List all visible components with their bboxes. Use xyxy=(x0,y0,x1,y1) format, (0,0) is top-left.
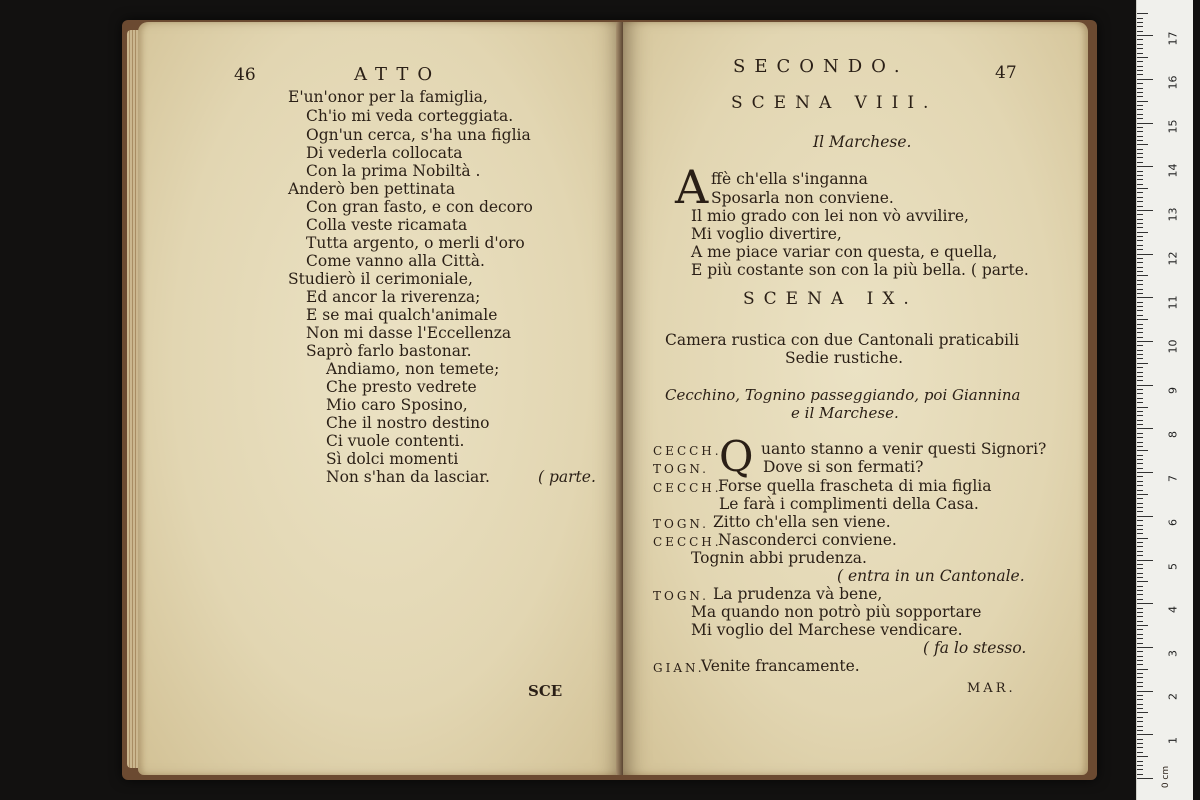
dialogue-line: Zitto ch'ella sen viene. xyxy=(713,513,891,531)
verse-line: Con gran fasto, e con decoro xyxy=(306,198,533,216)
ruler-tick xyxy=(1137,608,1143,609)
right-page-number: 47 xyxy=(995,63,1017,83)
ruler-tick xyxy=(1137,179,1143,180)
left-page-number: 46 xyxy=(234,65,256,85)
ruler-tick xyxy=(1137,437,1143,438)
character-list: Cecchino, Tognino passeggiando, poi Giannina xyxy=(665,386,1021,404)
ruler-tick xyxy=(1137,747,1143,748)
ruler-tick xyxy=(1137,31,1143,32)
ruler-tick xyxy=(1137,293,1143,294)
ruler-number: 11 xyxy=(1166,295,1180,310)
verse-line: Studierò il cerimoniale, xyxy=(288,270,473,288)
ruler-tick xyxy=(1137,739,1143,740)
ruler-tick xyxy=(1137,520,1143,521)
ruler-tick xyxy=(1137,546,1143,547)
ruler-tick xyxy=(1137,48,1143,49)
scene-setting: Camera rustica con due Cantonali praticabili xyxy=(665,331,1020,349)
ruler-tick xyxy=(1137,123,1153,124)
ruler-tick xyxy=(1137,704,1143,705)
ruler-number: 10 xyxy=(1166,339,1180,354)
speaker-label: CECCH. xyxy=(653,535,722,549)
scene-heading: SCENA IX. xyxy=(743,289,918,309)
ruler-tick xyxy=(1137,206,1143,207)
ruler-tick xyxy=(1137,446,1143,447)
ruler-tick xyxy=(1137,350,1143,351)
ruler-tick xyxy=(1137,564,1143,565)
ruler-tick xyxy=(1137,664,1143,665)
ruler-tick xyxy=(1137,398,1143,399)
ruler-tick xyxy=(1137,210,1153,211)
ruler-tick xyxy=(1137,227,1143,228)
ruler-number: 16 xyxy=(1166,75,1180,90)
ruler-tick xyxy=(1137,498,1143,499)
ruler-tick xyxy=(1137,721,1143,722)
ruler-tick xyxy=(1137,74,1143,75)
ruler-tick xyxy=(1137,634,1143,635)
ruler-tick xyxy=(1137,472,1153,473)
ruler-tick xyxy=(1137,297,1153,298)
verse-line: ffè ch'ella s'inganna xyxy=(711,170,868,188)
speaker-label: CECCH. xyxy=(653,481,722,495)
ruler-tick xyxy=(1137,324,1143,325)
verse-line: Ch'io mi veda corteggiata. xyxy=(306,107,514,125)
verse-line: E se mai qualch'animale xyxy=(306,306,498,324)
ruler-number: 7 xyxy=(1166,475,1180,482)
ruler-tick xyxy=(1137,245,1143,246)
ruler-tick xyxy=(1137,35,1153,36)
ruler-tick xyxy=(1137,433,1143,434)
ruler-tick xyxy=(1137,114,1143,115)
ruler-tick xyxy=(1137,485,1143,486)
ruler-tick xyxy=(1137,109,1143,110)
verse-line: Sposarla non conviene. xyxy=(711,189,894,207)
ruler-tick xyxy=(1137,726,1143,727)
verse-line: Non mi dasse l'Eccellenza xyxy=(306,324,512,342)
verse-line: Non s'han da lasciar. xyxy=(326,468,490,486)
ruler-tick xyxy=(1137,490,1143,491)
ruler-tick xyxy=(1137,92,1143,93)
verse-line: Saprò farlo bastonar. xyxy=(306,342,472,360)
scene-setting: Sedie rustiche. xyxy=(785,349,904,367)
ruler-tick xyxy=(1137,380,1143,381)
ruler-number: 9 xyxy=(1166,387,1180,394)
ruler-tick xyxy=(1137,363,1148,364)
character-list: e il Marchese. xyxy=(791,404,899,422)
speaker-label: GIAN. xyxy=(653,661,705,675)
ruler-tick xyxy=(1137,529,1143,530)
ruler-tick xyxy=(1137,319,1148,320)
ruler-tick xyxy=(1137,22,1143,23)
ruler-tick xyxy=(1137,516,1153,517)
stage-direction: ( fa lo stesso. xyxy=(923,639,1027,657)
verse-line: Mi voglio divertire, xyxy=(691,225,842,243)
ruler-tick xyxy=(1137,171,1143,172)
ruler-tick xyxy=(1137,306,1143,307)
ruler-tick xyxy=(1137,669,1148,670)
ruler-tick xyxy=(1137,686,1143,687)
ruler-tick xyxy=(1137,778,1153,779)
ruler-tick xyxy=(1137,354,1143,355)
character-list: Il Marchese. xyxy=(813,133,912,151)
ruler-tick xyxy=(1137,503,1143,504)
ruler-tick xyxy=(1137,367,1143,368)
ruler-tick xyxy=(1137,249,1143,250)
verse-line: Che presto vedrete xyxy=(326,378,477,396)
ruler-tick xyxy=(1137,376,1143,377)
ruler-tick xyxy=(1137,511,1143,512)
ruler-tick xyxy=(1137,560,1153,561)
verse-line: Il mio grado con lei non vò avvilire, xyxy=(691,207,969,225)
verse-line: Con la prima Nobiltà . xyxy=(306,162,481,180)
ruler-tick xyxy=(1137,57,1148,58)
scene-heading: SCENA VIII. xyxy=(731,93,938,113)
ruler-tick xyxy=(1137,105,1143,106)
verse-line: Che il nostro destino xyxy=(326,414,490,432)
ruler-tick xyxy=(1137,586,1143,587)
verse-line: Colla veste ricamata xyxy=(306,216,468,234)
ruler-tick xyxy=(1137,236,1143,237)
verse-line: Sì dolci momenti xyxy=(326,450,459,468)
ruler-tick xyxy=(1137,219,1143,220)
ruler-tick xyxy=(1137,525,1143,526)
ruler-number: 15 xyxy=(1166,119,1180,134)
ruler-tick xyxy=(1137,612,1143,613)
ruler-tick xyxy=(1137,581,1148,582)
catchword: MAR. xyxy=(967,681,1016,696)
drop-capital: A xyxy=(675,160,709,214)
ruler-tick xyxy=(1137,695,1143,696)
ruler-tick xyxy=(1137,393,1143,394)
ruler-tick xyxy=(1137,131,1143,132)
ruler-number: 8 xyxy=(1166,431,1180,438)
ruler-number: 2 xyxy=(1166,693,1180,700)
ruler-tick xyxy=(1137,428,1153,429)
ruler-number: 1 xyxy=(1166,737,1180,744)
verse-line: E più costante son con la più bella. ( parte. xyxy=(691,261,1029,279)
ruler-tick xyxy=(1137,254,1153,255)
ruler-tick xyxy=(1137,643,1143,644)
ruler-tick xyxy=(1137,712,1148,713)
right-running-head: SECONDO. xyxy=(733,56,909,77)
ruler-tick xyxy=(1137,481,1143,482)
stage-direction: ( parte. xyxy=(538,468,596,486)
ruler-tick xyxy=(1137,70,1143,71)
ruler-tick xyxy=(1137,275,1148,276)
ruler-tick xyxy=(1137,136,1143,137)
ruler-tick xyxy=(1137,188,1148,189)
left-running-head: ATTO xyxy=(354,64,442,85)
verse-line: Anderò ben pettinata xyxy=(288,180,456,198)
speaker-label: TOGN. xyxy=(653,517,709,531)
ruler-tick xyxy=(1137,214,1143,215)
speaker-label: TOGN. xyxy=(653,462,709,476)
ruler-number: 14 xyxy=(1166,163,1180,178)
ruler-tick xyxy=(1137,761,1143,762)
right-page xyxy=(623,22,1088,775)
ruler-tick xyxy=(1137,660,1143,661)
verse-line: Ogn'un cerca, s'ha una figlia xyxy=(306,126,531,144)
ruler-tick xyxy=(1137,402,1143,403)
dialogue-line: Forse quella frascheta di mia figlia xyxy=(718,477,992,495)
ruler-tick xyxy=(1137,551,1143,552)
speaker-label: CECCH. xyxy=(653,444,722,458)
ruler-tick xyxy=(1137,53,1143,54)
ruler-number: 4 xyxy=(1166,606,1180,613)
ruler-tick xyxy=(1137,568,1143,569)
ruler-tick xyxy=(1137,157,1143,158)
ruler-tick xyxy=(1137,463,1143,464)
ruler-tick xyxy=(1137,625,1148,626)
ruler-tick xyxy=(1137,677,1143,678)
ruler-tick xyxy=(1137,166,1153,167)
ruler-tick xyxy=(1137,79,1153,80)
ruler-tick xyxy=(1137,192,1143,193)
ruler-tick xyxy=(1137,599,1143,600)
ruler-tick xyxy=(1137,175,1143,176)
ruler-tick xyxy=(1137,673,1143,674)
ruler-tick xyxy=(1137,184,1143,185)
ruler-tick xyxy=(1137,455,1143,456)
ruler-unit-label: 0 cm xyxy=(1161,765,1172,789)
ruler-tick xyxy=(1137,18,1143,19)
ruler-tick xyxy=(1137,774,1143,775)
ruler-tick xyxy=(1137,533,1143,534)
ruler-tick xyxy=(1137,647,1153,648)
ruler-number: 13 xyxy=(1166,207,1180,222)
ruler-tick xyxy=(1137,372,1143,373)
ruler-tick xyxy=(1137,442,1143,443)
dialogue-line: Dove si son fermati? xyxy=(763,458,924,476)
ruler-number: 3 xyxy=(1166,650,1180,657)
ruler-tick xyxy=(1137,708,1143,709)
ruler-tick xyxy=(1137,538,1148,539)
ruler-number: 17 xyxy=(1166,31,1180,46)
ruler-tick xyxy=(1137,13,1148,14)
dialogue-line: uanto stanno a venir questi Signori? xyxy=(761,440,1047,458)
verse-line: Andiamo, non temete; xyxy=(326,360,500,378)
verse-line: A me piace variar con questa, e quella, xyxy=(691,243,998,261)
ruler-tick xyxy=(1137,262,1143,263)
ruler-tick xyxy=(1137,289,1143,290)
ruler-tick xyxy=(1137,201,1143,202)
ruler-tick xyxy=(1137,61,1143,62)
ruler-tick xyxy=(1137,424,1143,425)
ruler-tick xyxy=(1137,88,1143,89)
ruler-tick xyxy=(1137,730,1143,731)
ruler-tick xyxy=(1137,358,1143,359)
ruler-tick xyxy=(1137,39,1143,40)
ruler-tick xyxy=(1137,240,1143,241)
verse-line: Tutta argento, o merli d'oro xyxy=(306,234,525,252)
ruler-number: 12 xyxy=(1166,251,1180,266)
catchword: SCE xyxy=(528,682,563,700)
ruler-tick xyxy=(1137,682,1143,683)
dialogue-line: Ma quando non potrò più sopportare xyxy=(691,603,982,621)
ruler-tick xyxy=(1137,590,1143,591)
ruler-tick xyxy=(1137,415,1143,416)
ruler-tick xyxy=(1137,656,1143,657)
drop-capital: Q xyxy=(719,432,754,481)
ruler-tick xyxy=(1137,494,1148,495)
dialogue-line: Le farà i complimenti della Casa. xyxy=(719,495,979,513)
ruler-tick xyxy=(1137,603,1153,604)
ruler-tick xyxy=(1137,573,1143,574)
dialogue-line: Nasconderci conviene. xyxy=(718,531,897,549)
ruler-tick xyxy=(1137,267,1143,268)
ruler-tick xyxy=(1137,385,1153,386)
ruler-tick xyxy=(1137,717,1143,718)
verse-line: Ci vuole contenti. xyxy=(326,432,465,450)
ruler-tick xyxy=(1137,258,1143,259)
ruler-tick xyxy=(1137,411,1143,412)
ruler-tick xyxy=(1137,332,1143,333)
ruler-tick xyxy=(1137,118,1143,119)
ruler-tick xyxy=(1137,407,1148,408)
ruler-tick xyxy=(1137,765,1143,766)
ruler-tick xyxy=(1137,149,1143,150)
left-page xyxy=(138,22,622,775)
ruler-tick xyxy=(1137,310,1143,311)
verse-line: E'un'onor per la famiglia, xyxy=(288,88,488,106)
ruler-tick xyxy=(1137,341,1153,342)
ruler-tick xyxy=(1137,232,1148,233)
ruler-tick xyxy=(1137,450,1148,451)
ruler-tick xyxy=(1137,328,1143,329)
ruler-tick xyxy=(1137,96,1143,97)
verse-line: Mio caro Sposino, xyxy=(326,396,468,414)
ruler-tick xyxy=(1137,752,1143,753)
ruler-tick xyxy=(1137,337,1143,338)
ruler-tick xyxy=(1137,734,1153,735)
ruler-tick xyxy=(1137,223,1143,224)
dialogue-line: La prudenza và bene, xyxy=(713,585,883,603)
ruler-tick xyxy=(1137,389,1143,390)
ruler-tick xyxy=(1137,691,1153,692)
dialogue-line: Tognin abbi prudenza. xyxy=(691,549,867,567)
ruler-tick xyxy=(1137,271,1143,272)
ruler-tick xyxy=(1137,743,1143,744)
ruler-tick xyxy=(1137,594,1143,595)
ruler-tick xyxy=(1137,302,1143,303)
ruler-tick xyxy=(1137,44,1143,45)
ruler-tick xyxy=(1137,542,1143,543)
ruler-tick xyxy=(1137,651,1143,652)
dialogue-line: Mi voglio del Marchese vendicare. xyxy=(691,621,963,639)
ruler-tick xyxy=(1137,140,1143,141)
ruler-tick xyxy=(1137,127,1143,128)
ruler-tick xyxy=(1137,83,1143,84)
ruler-tick xyxy=(1137,153,1143,154)
measuring-ruler xyxy=(1136,0,1193,800)
ruler-tick xyxy=(1137,476,1143,477)
ruler-tick xyxy=(1137,699,1143,700)
verse-line: Ed ancor la riverenza; xyxy=(306,288,481,306)
ruler-tick xyxy=(1137,284,1143,285)
ruler-tick xyxy=(1137,26,1143,27)
ruler-tick xyxy=(1137,616,1143,617)
ruler-tick xyxy=(1137,420,1143,421)
ruler-tick xyxy=(1137,345,1143,346)
ruler-tick xyxy=(1137,162,1143,163)
dialogue-line: Venite francamente. xyxy=(701,657,860,675)
ruler-tick xyxy=(1137,769,1143,770)
ruler-tick xyxy=(1137,459,1143,460)
stage-direction: ( entra in un Cantonale. xyxy=(837,567,1025,585)
verse-line: Come vanno alla Città. xyxy=(306,252,485,270)
ruler-tick xyxy=(1137,468,1143,469)
ruler-tick xyxy=(1137,756,1148,757)
ruler-tick xyxy=(1137,144,1148,145)
ruler-tick xyxy=(1137,577,1143,578)
ruler-tick xyxy=(1137,621,1143,622)
ruler-tick xyxy=(1137,101,1148,102)
verse-line: Di vederla collocata xyxy=(306,144,463,162)
ruler-tick xyxy=(1137,555,1143,556)
ruler-tick xyxy=(1137,280,1143,281)
ruler-tick xyxy=(1137,638,1143,639)
ruler-number: 6 xyxy=(1166,519,1180,526)
ruler-tick xyxy=(1137,629,1143,630)
speaker-label: TOGN. xyxy=(653,589,709,603)
ruler-tick xyxy=(1137,66,1143,67)
ruler-tick xyxy=(1137,197,1143,198)
ruler-number: 5 xyxy=(1166,563,1180,570)
ruler-tick xyxy=(1137,315,1143,316)
ruler-tick xyxy=(1137,507,1143,508)
